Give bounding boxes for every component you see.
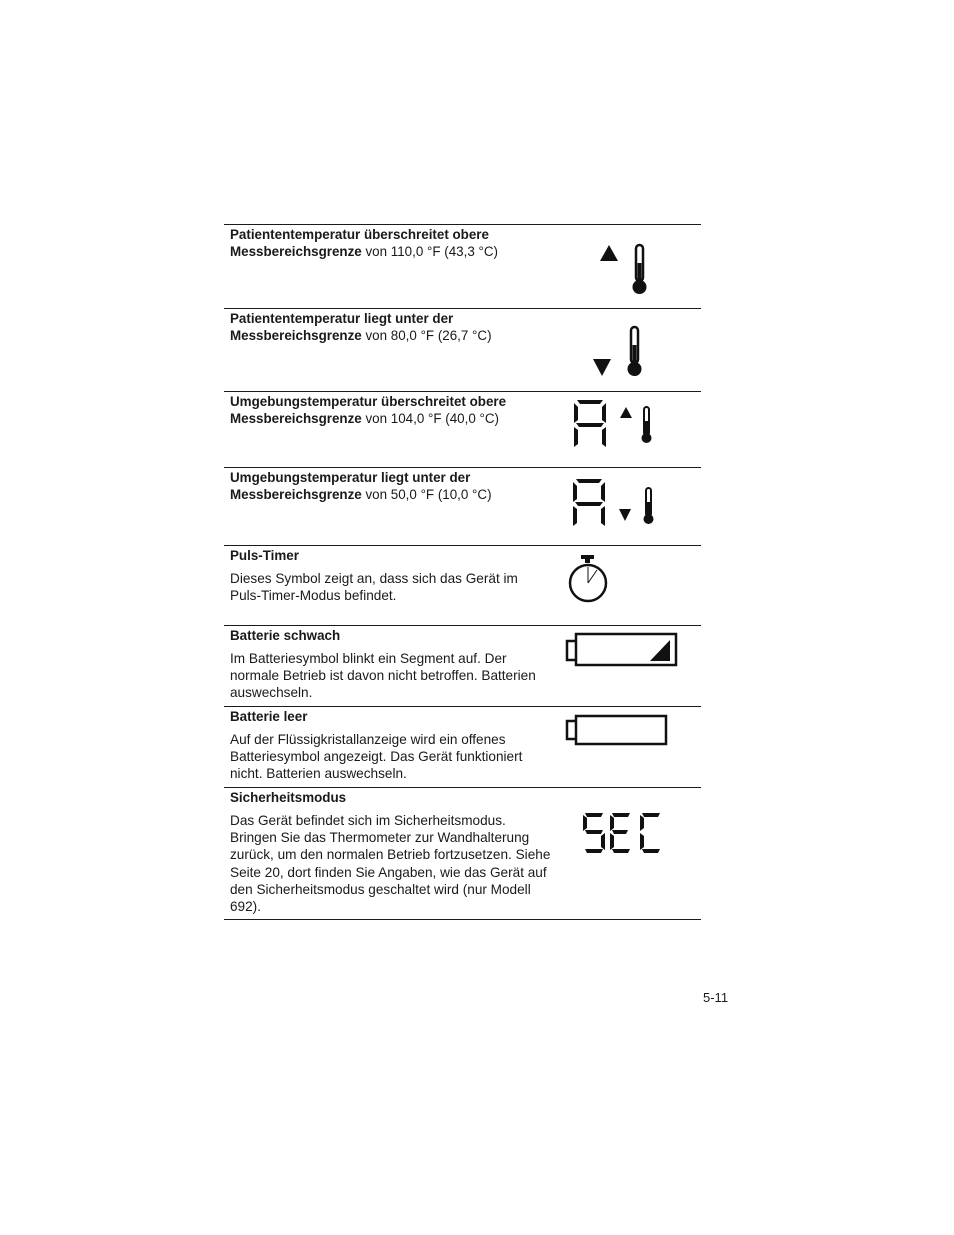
temp-below-range-icon <box>590 323 648 379</box>
temp-above-range-icon <box>596 241 654 297</box>
title-range: von 110,0 °F (43,3 °C) <box>361 244 498 259</box>
title-range: von 80,0 °F (26,7 °C) <box>361 328 492 343</box>
title-line-1: Umgebungstemperatur liegt unter der <box>230 470 471 485</box>
title-line-1: Patiententemperatur liegt unter der <box>230 311 454 326</box>
row-text <box>230 626 552 702</box>
stopwatch-icon <box>564 553 612 607</box>
row-title: Batterie leer <box>230 709 308 724</box>
row-description: Im Batteriesymbol blinkt ein Segment auf. Der normale Betrieb ist davon nicht betroffen. Batterien auswechseln. <box>230 651 536 701</box>
title-line-1: Umgebungstemperatur überschreitet obere <box>230 394 507 409</box>
row-title: Batterie schwach <box>230 628 341 643</box>
title-line-2: Messbereichsgrenze <box>230 244 362 259</box>
row-title: Puls-Timer <box>230 548 299 563</box>
title-range: von 104,0 °F (40,0 °C) <box>361 411 499 426</box>
title-line-2: Messbereichsgrenze <box>230 328 362 343</box>
row-description: Dieses Symbol zeigt an, dass sich das Gerät im Puls-Timer-Modus befindet. <box>230 571 518 604</box>
row-title <box>230 393 552 427</box>
battery-low-icon <box>563 631 681 669</box>
row-description: Auf der Flüssigkristallanzeige wird ein offenes Batteriesymbol angezeigt. Das Gerät funktioniert nicht. Batterien auswechseln. <box>230 732 523 782</box>
table-row <box>224 545 701 626</box>
title-range: von 50,0 °F (10,0 °C) <box>361 487 492 502</box>
battery-empty-icon <box>563 712 671 748</box>
row-title <box>230 226 552 260</box>
page-number: 5-11 <box>703 990 729 1005</box>
ambient-below-range-icon <box>569 476 659 530</box>
security-mode-sec-icon <box>580 810 666 856</box>
row-text <box>230 468 552 503</box>
title-line-2: Messbereichsgrenze <box>230 411 362 426</box>
row-title: Sicherheitsmodus <box>230 790 347 805</box>
row-title <box>230 469 552 503</box>
title-line-1: Patiententemperatur überschreitet obere <box>230 227 489 242</box>
row-text <box>230 392 552 427</box>
row-description: Das Gerät befindet sich im Sicherheitsmodus. Bringen Sie das Thermometer zur Wandhalterung zurück, um den normalen Betrieb fortzusetzen. Siehe Seite 20, dort finden Sie Angaben, wie das Gerät auf den Sicherheitsmodus geschaltet wird (nur Modell 692). <box>230 813 551 915</box>
ambient-above-range-icon <box>570 397 660 451</box>
row-text <box>230 707 552 783</box>
table-bottom-rule <box>224 919 701 920</box>
title-line-2: Messbereichsgrenze <box>230 487 362 502</box>
row-text <box>230 225 552 260</box>
row-text <box>230 309 552 344</box>
row-title <box>230 310 552 344</box>
row-text <box>230 546 552 604</box>
row-text <box>230 788 552 915</box>
